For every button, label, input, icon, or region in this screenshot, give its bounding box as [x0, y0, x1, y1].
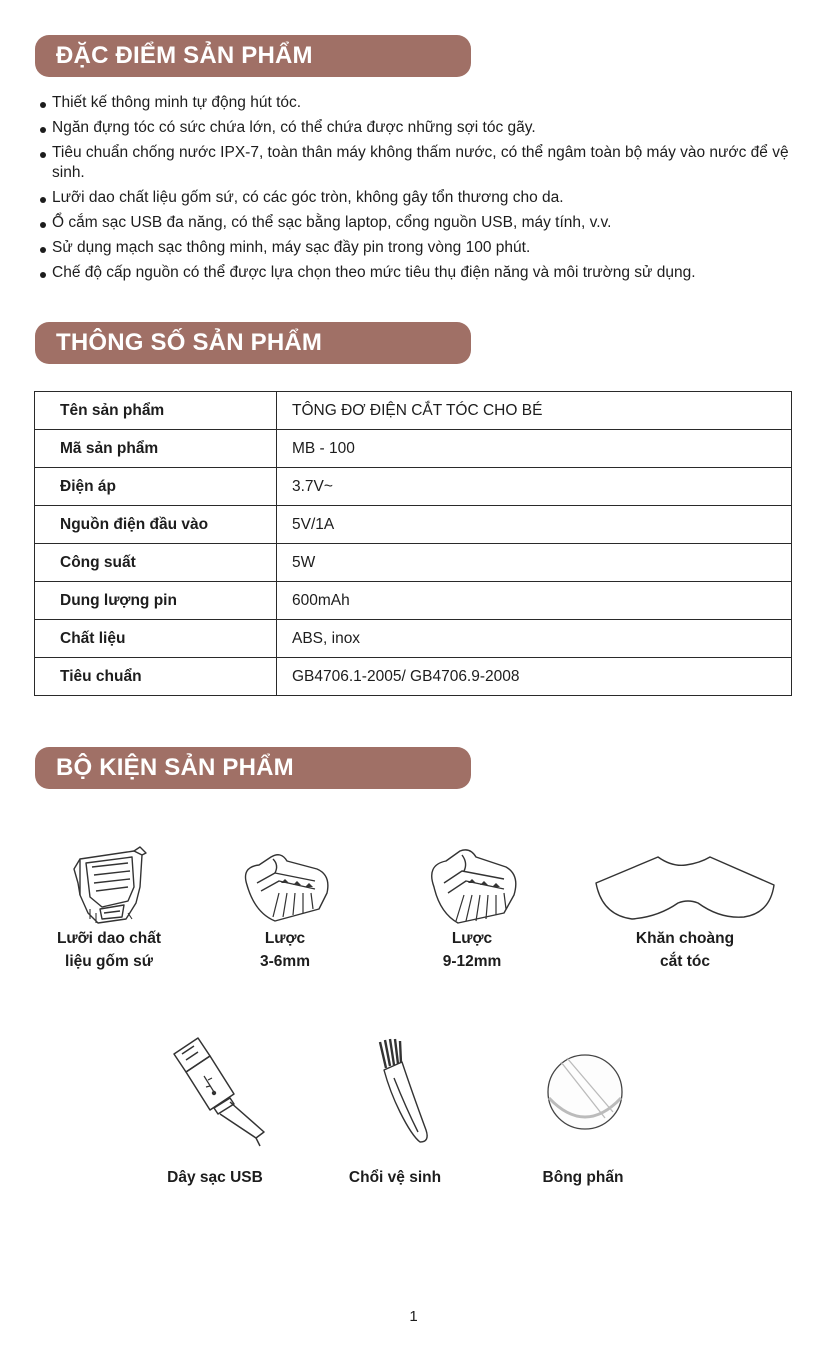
kit-label: 9-12mm — [442, 953, 502, 970]
usb-cable-icon — [160, 1032, 270, 1154]
table-row — [35, 392, 792, 430]
spec-value: 600mAh — [277, 582, 792, 620]
kit-item — [412, 843, 532, 973]
table-row — [35, 430, 792, 468]
kit-item — [335, 1032, 455, 1189]
spec-key: Mã sản phẩm — [35, 430, 277, 468]
kit-label: Dây sạc USB — [167, 1169, 263, 1186]
spec-value: 5W — [277, 544, 792, 582]
table-row — [35, 620, 792, 658]
table-row — [35, 506, 792, 544]
feature-list — [38, 93, 798, 288]
kit-label: liệu gốm sứ — [65, 953, 153, 970]
kit-label: Lược — [264, 930, 306, 947]
cleaning-brush-icon — [350, 1032, 440, 1154]
spec-value: 3.7V~ — [277, 468, 792, 506]
spec-key: Điện áp — [35, 468, 277, 506]
kit-item — [155, 1032, 275, 1189]
table-row — [35, 544, 792, 582]
table-row — [35, 582, 792, 620]
spec-value: MB - 100 — [277, 430, 792, 468]
kit-label: Lưỡi dao chất — [56, 930, 162, 947]
page-number: 1 — [409, 1308, 418, 1325]
spec-key: Chất liệu — [35, 620, 277, 658]
kit-label: Bông phấn — [542, 1169, 624, 1186]
kit-item — [225, 843, 345, 973]
spec-key: Tên sản phẩm — [35, 392, 277, 430]
kit-item — [40, 843, 178, 973]
kit-label: Khăn choàng — [635, 930, 735, 947]
spec-value: ABS, inox — [277, 620, 792, 658]
feature-item: Chế độ cấp nguồn có thể được lựa chọn theo mức tiêu thụ điện năng và môi trường sử dụng. — [38, 263, 798, 283]
comb-icon — [422, 843, 522, 927]
specs-heading: THÔNG SỐ SẢN PHẨM — [35, 322, 471, 364]
cape-icon — [592, 843, 778, 927]
kit-item — [525, 1032, 641, 1189]
spec-key: Tiêu chuẩn — [35, 658, 277, 696]
comb-icon — [235, 843, 335, 927]
specs-table — [34, 391, 792, 696]
features-heading: ĐẶC ĐIỂM SẢN PHẨM — [35, 35, 471, 77]
kit-label: Chổi vệ sinh — [348, 1169, 442, 1186]
spec-value: TÔNG ĐƠ ĐIỆN CẮT TÓC CHO BÉ — [277, 392, 792, 430]
kit-label: 3-6mm — [260, 953, 310, 970]
feature-item: Ngăn đựng tóc có sức chứa lớn, có thể chứa được những sợi tóc gãy. — [38, 118, 798, 138]
kit-label: cắt tóc — [660, 953, 710, 970]
kit-item — [590, 843, 780, 973]
kit-heading: BỘ KIỆN SẢN PHẨM — [35, 747, 471, 789]
spec-value: 5V/1A — [277, 506, 792, 544]
powder-puff-icon — [533, 1032, 633, 1154]
table-row — [35, 468, 792, 506]
feature-item: Ổ cắm sạc USB đa năng, có thể sạc bằng laptop, cổng nguồn USB, máy tính, v.v. — [38, 213, 798, 233]
feature-item: Sử dụng mạch sạc thông minh, máy sạc đầy pin trong vòng 100 phút. — [38, 238, 798, 258]
spec-key: Công suất — [35, 544, 277, 582]
feature-item: Lưỡi dao chất liệu gốm sứ, có các góc tròn, không gây tổn thương cho da. — [38, 188, 798, 208]
feature-item: Thiết kế thông minh tự động hút tóc. — [38, 93, 798, 113]
table-row — [35, 658, 792, 696]
spec-value: GB4706.1-2005/ GB4706.9-2008 — [277, 658, 792, 696]
spec-key: Dung lượng pin — [35, 582, 277, 620]
kit-label: Lược — [451, 930, 493, 947]
ceramic-blade-icon — [64, 843, 154, 927]
feature-item: Tiêu chuẩn chống nước IPX-7, toàn thân máy không thấm nước, có thể ngâm toàn bộ máy vào nước để vệ sinh. — [38, 143, 798, 183]
spec-key: Nguồn điện đầu vào — [35, 506, 277, 544]
